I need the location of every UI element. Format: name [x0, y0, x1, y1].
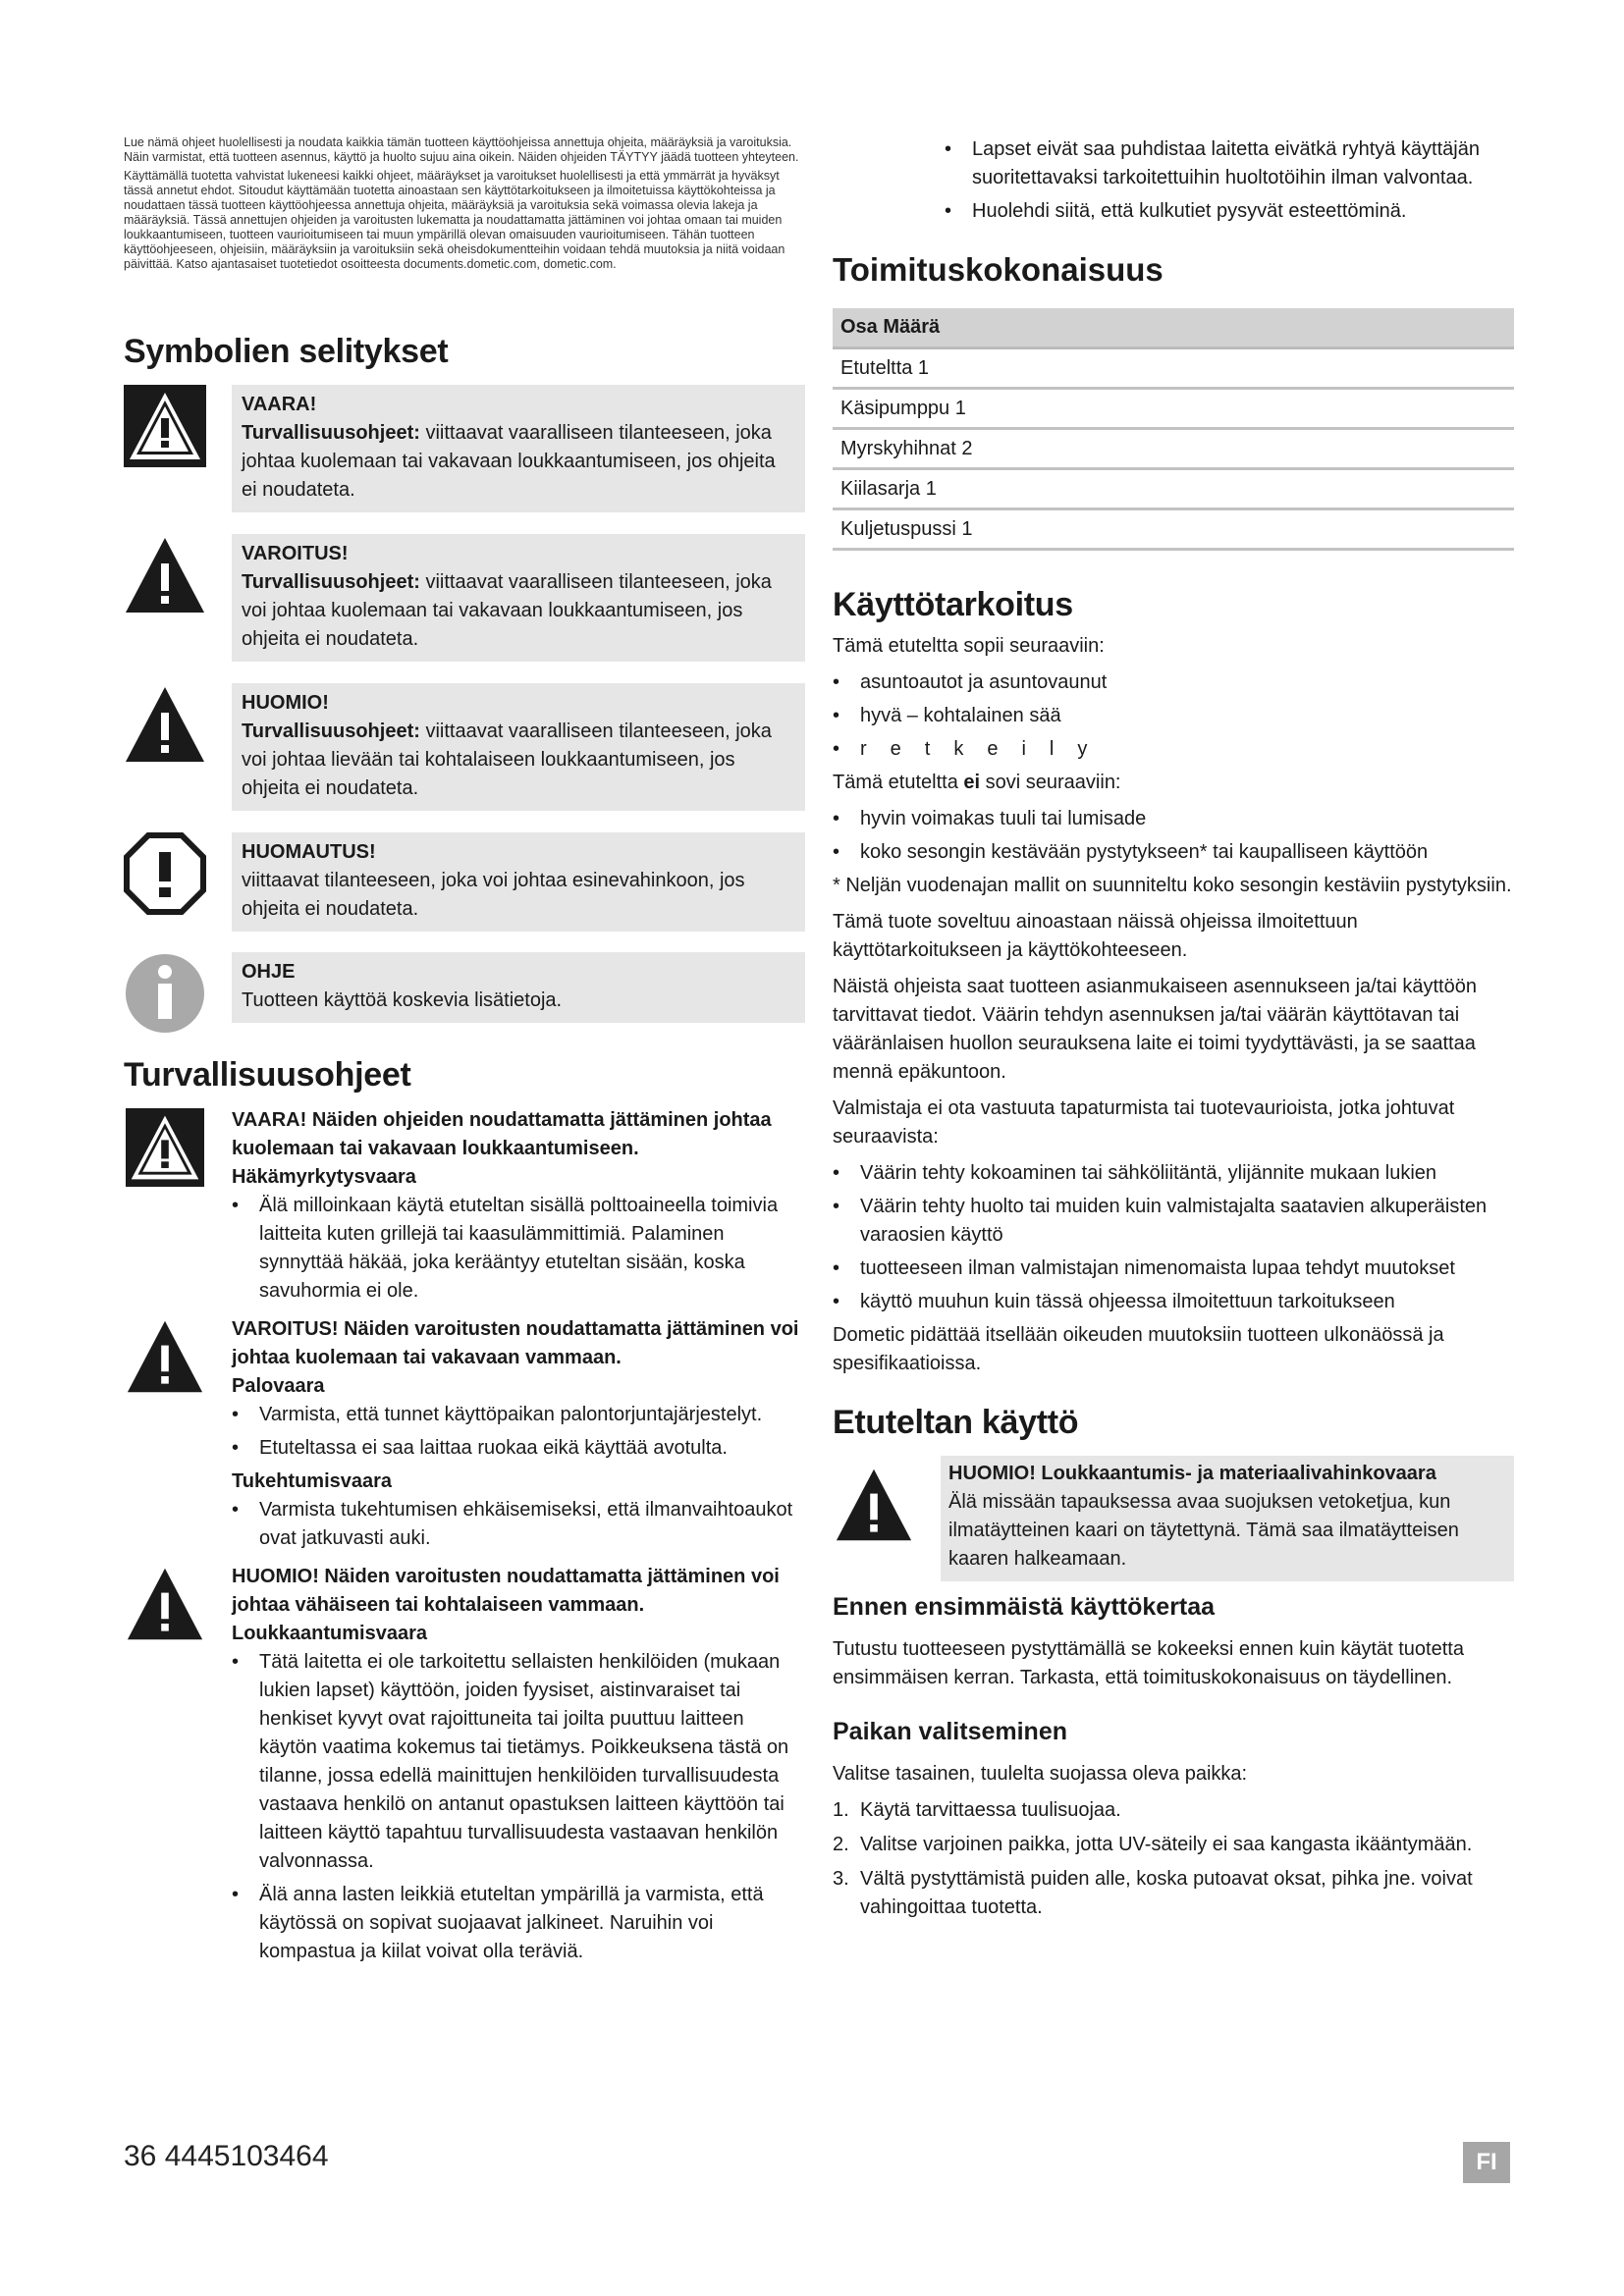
symbol-label: HUOMIO! [242, 692, 329, 714]
list-item: • käyttö muuhun kuin tässä ohjeessa ilmoitettuun tarkoitukseen [833, 1288, 1514, 1316]
table-cell: Myrskyhihnat 2 [833, 429, 1514, 469]
symbol-text: viittaavat vaaralliseen tilanteeseen, joka johtaa kuolemaan tai vakavaan loukkaantumiseen, jos ohjeita ei noudateta. [242, 422, 776, 501]
list-item [833, 1831, 1514, 1859]
safety-danger [124, 1106, 805, 1306]
usage-paragraph-1: Tämä tuote soveltuu ainoastaan näissä ohjeissa ilmoitettuun käyttötarkoitukseen ja käyttökohteeseen. [833, 911, 1358, 961]
first-use-title: Ennen ensimmäistä käyttökertaa [833, 1593, 1216, 1621]
list-item [833, 1796, 1514, 1825]
usage-paragraph-2: Näistä ohjeista saat tuotteen asianmukaiseen asennukseen ja/tai käyttöön tarvittavat tiedot. Väärin tehdyn asennuksen ja/tai väärän käyttötavan tai vääränlaisen huollon seurauksena laite ei toimi tyydyttävästi, ja se saattaa mennä epäkuntoon. [833, 976, 1477, 1083]
place-intro: Valitse tasainen, tuulelta suojassa oleva paikka: [833, 1763, 1248, 1785]
symbol-warning [124, 534, 805, 650]
danger-icon [124, 1108, 206, 1187]
list-item: • koko sesongin kestävään pystytykseen* tai kaupalliseen käyttöön [833, 838, 1514, 867]
list-item: • Väärin tehty huolto tai muiden kuin valmistajalta saatavien alkuperäisten varaosien käyttö [833, 1193, 1514, 1250]
notice-octagon-icon [124, 832, 206, 915]
operation-caution-heading: HUOMIO! Loukkaantumis- ja materiaalivahinkovaara [948, 1463, 1436, 1484]
usage-title: Käyttötarkoitus [833, 586, 1073, 623]
suitable-list [833, 668, 1514, 764]
safety-warning [124, 1315, 805, 1553]
symbol-notice [124, 832, 805, 920]
right-column [833, 135, 1514, 1928]
list-item: • hyvä – kohtalainen sää [833, 702, 1514, 730]
list-item: • Varmista tukehtumisen ehkäisemiseksi, että ilmanvaihtoaukot ovat jatkuvasti auki. [232, 1496, 805, 1553]
symbol-danger-box [232, 385, 805, 512]
usage-intro: Tämä etuteltta sopii seuraaviin: [833, 635, 1105, 657]
safety-title: Turvallisuusohjeet [124, 1056, 411, 1094]
list-item: • retkeily [833, 735, 1514, 764]
usage-paragraph-4: Dometic pidättää itsellään oikeuden muutoksiin tuotteen ulkonäössä ja spesifikaatioissa. [833, 1324, 1444, 1374]
list-item: • tuotteeseen ilman valmistajan nimenomaista lupaa tehdyt muutokset [833, 1255, 1514, 1283]
operation-caution [833, 1456, 1514, 1568]
symbol-notice-box [232, 832, 805, 932]
warning-icon [124, 534, 206, 616]
table-row [833, 509, 1514, 550]
list-item: • Varmista, että tunnet käyttöpaikan palontorjuntajärjestelyt. [232, 1401, 805, 1429]
intro-paragraph-1: Lue nämä ohjeet huolellisesti ja noudata kaikkia tämän tuotteen käyttöohjeissa annettuja ohjeita, määräyksiä ja varoituksia. Näin varmistat, että tuotteen asennus, käyttö ja huolto sujuu aina oikein. Näiden ohjeiden TÄYTYY jäädä tuotteen yhteyteen. [124, 135, 799, 164]
list-item: • Väärin tehty kokoaminen tai sähköliitäntä, ylijännite mukaan lukien [833, 1159, 1514, 1188]
left-column [124, 135, 805, 1976]
warning-heading: VAROITUS! Näiden varoitusten noudattamatta jättäminen voi johtaa kuolemaan tai vakavaan vammaan. [232, 1318, 799, 1368]
delivery-table-header: Osa Määrä [833, 308, 1514, 348]
delivery-title: Toimituskokonaisuus [833, 251, 1164, 288]
liability-list [833, 1159, 1514, 1316]
list-item: • Älä milloinkaan käytä etuteltan sisällä polttoaineella toimivia laitteita kuten grillejä tai kaasulämmittimiä. Palaminen synnyttää häkää, joka kerääntyy etuteltan sisään, koska savuhormia ei ole. [232, 1192, 805, 1306]
table-row [833, 389, 1514, 429]
symbol-caution-box [232, 683, 805, 811]
symbol-bold: Turvallisuusohjeet: [242, 721, 420, 742]
usage-footnote: * Neljän vuodenajan mallit on suunniteltu koko sesongin kestäviin pystytyksiin. [833, 875, 1512, 896]
warning-subheading-fire: Palovaara [232, 1375, 325, 1397]
symbol-info-box [232, 952, 805, 1023]
operation-caution-text: Älä missään tapauksessa avaa suojuksen vetoketjua, kun ilmatäytteinen kaari on täytettynä. Tämä saa ilmatäytteisen kaaren halkeamaan. [948, 1491, 1459, 1570]
list-item: • Tätä laitetta ei ole tarkoitettu sellaisten henkilöiden (mukaan lukien lapset) käyttöön, joiden fyysiset, aistinvaraiset tai henkiset kyvyt ovat rajoittuneita tai joilta puuttuu laitteen käytön vaatima kokemus tai tietämys. Poikkeuksena tästä on tilanne, jossa edellä mainittujen henkilöiden turvallisuudesta vastaava henkilö on antanut opastuksen laitteen käyttöön tai laitteen käyttö tapahtuu turvallisuudesta vastaavan henkilön valvonnassa. [232, 1648, 805, 1876]
children-list [945, 135, 1514, 226]
warning-icon [124, 1317, 206, 1396]
danger-heading: VAARA! Näiden ohjeiden noudattamatta jättäminen johtaa kuolemaan tai vakavaan loukkaantumiseen. [232, 1109, 772, 1159]
language-badge: FI [1463, 2142, 1510, 2183]
table-cell: Kuljetuspussi 1 [833, 509, 1514, 550]
emphasis: ei [963, 772, 981, 793]
symbols-title: Symbolien selitykset [124, 333, 449, 370]
warning-subheading-suffocation: Tukehtumisvaara [232, 1470, 393, 1492]
symbol-label: HUOMAUTUS! [242, 841, 376, 863]
symbol-bold: Turvallisuusohjeet: [242, 422, 420, 444]
text: sovi seuraaviin: [980, 772, 1121, 793]
step-number: 2. [833, 1834, 849, 1855]
symbol-label: OHJE [242, 961, 296, 983]
table-row [833, 469, 1514, 509]
caution-subheading: Loukkaantumisvaara [232, 1623, 427, 1644]
table-cell: Kiilasarja 1 [833, 469, 1514, 509]
list-item [833, 1865, 1514, 1922]
symbol-bold: Turvallisuusohjeet: [242, 571, 420, 593]
place-title: Paikan valitseminen [833, 1718, 1068, 1745]
caution-icon [124, 683, 206, 766]
intro-paragraph-2: Käyttämällä tuotetta vahvistat lukeneesi kaikki ohjeet, määräykset ja varoitukset huolellisesti ja että ymmärrät ja hyväksyt tässä annetut ehdot. Sitoudut käyttämään tuotetta ainoastaan sen käyttötarkoitukseen ja ilmoitetuissa käyttökohteissa ja noudattaen tässä tuotteen käyttöohjeessa annettuja ohjeita, määräyksiä ja varoituksia sekä voimassa olevia lakeja ja määräyksiä. Tässä annettujen ohjeiden ja varoitusten lukematta ja noudattamatta jättäminen voi johtaa omaan tai muiden loukkaantumiseen, tuotteen vaurioitumiseen tai muun ympärillä olevan omaisuuden vaurioitumiseen. Tähän tuotteen käyttöohjeeseen, ohjeisiin, määräyksiin ja varoituksiin sekä oheisdokumentteihin voidaan tehdä muutoksia ja niitä voidaan päivittää. Katso ajantasaiset tuotetiedot osoitteesta documents.dometic.com, dometic.com. [124, 169, 785, 271]
symbol-label: VAROITUS! [242, 543, 349, 564]
suffocation-list [232, 1496, 805, 1553]
delivery-table [833, 308, 1514, 551]
list-item: • Etuteltassa ei saa laittaa ruokaa eikä käyttää avotulta. [232, 1434, 805, 1463]
unsuitable-list [833, 805, 1514, 867]
symbol-text: Tuotteen käyttöä koskevia lisätietoja. [242, 989, 563, 1011]
caution-list [232, 1648, 805, 1966]
step-number: 3. [833, 1868, 849, 1890]
symbol-text: viittaavat vaaralliseen tilanteeseen, joka voi johtaa kuolemaan tai vakavaan loukkaantumiseen, jos ohjeita ei noudateta. [242, 571, 772, 650]
operation-title: Etuteltan käyttö [833, 1404, 1079, 1441]
list-item: • Lapset eivät saa puhdistaa laitetta eivätkä ryhtyä käyttäjän suoritettavaksi tarkoitettuihin huoltotöihin ilman valvontaa. [945, 135, 1514, 192]
danger-icon [124, 385, 206, 467]
list-item: • hyvin voimakas tuuli tai lumisade [833, 805, 1514, 833]
symbol-caution [124, 683, 805, 799]
text: Tämä etuteltta [833, 772, 964, 793]
step-text: Käytä tarvittaessa tuulisuojaa. [860, 1799, 1121, 1821]
symbol-info [124, 952, 805, 1035]
usage-not-suitable-intro [833, 769, 1514, 797]
first-use-text: Tutustu tuotteeseen pystyttämällä se kokeeksi ennen kuin käytät tuotetta ensimmäisen kerran. Tarkasta, että toimituskokonaisuus on täydellinen. [833, 1638, 1464, 1688]
list-item: • Huolehdi siitä, että kulkutiet pysyvät esteettöminä. [945, 197, 1514, 226]
operation-caution-box [941, 1456, 1514, 1581]
safety-caution [124, 1563, 805, 1966]
caution-icon [124, 1565, 206, 1643]
symbol-text: viittaavat vaaralliseen tilanteeseen, joka voi johtaa lievään tai kohtalaiseen loukkaantumiseen, jos ohjeita ei noudateta. [242, 721, 772, 799]
list-item: • asuntoautot ja asuntovaunut [833, 668, 1514, 697]
table-row [833, 429, 1514, 469]
place-steps [833, 1796, 1514, 1922]
danger-subheading: Häkämyrkytysvaara [232, 1166, 416, 1188]
danger-list [232, 1192, 805, 1306]
info-icon [124, 952, 206, 1035]
symbol-danger [124, 385, 805, 501]
step-text: Valitse varjoinen paikka, jotta UV-säteily ei saa kangasta ikääntymään. [860, 1834, 1473, 1855]
symbol-text: viittaavat tilanteeseen, joka voi johtaa esinevahinkoon, jos ohjeita ei noudateta. [242, 870, 745, 920]
symbol-warning-box [232, 534, 805, 662]
caution-heading: HUOMIO! Näiden varoitusten noudattamatta jättäminen voi johtaa vähäiseen tai kohtalaiseen vammaan. [232, 1566, 780, 1616]
step-number: 1. [833, 1799, 849, 1821]
table-cell: Etuteltta 1 [833, 348, 1514, 389]
list-item: • Älä anna lasten leikkiä etuteltan ympärillä ja varmista, että käytössä on sopivat suojaavat jalkineet. Naruihin voi kompastua ja kiilat voivat olla teräviä. [232, 1881, 805, 1966]
fire-list [232, 1401, 805, 1463]
usage-paragraph-3: Valmistaja ei ota vastuuta tapaturmista tai tuotevaurioista, jotka johtuvat seuraavista: [833, 1097, 1455, 1148]
intro-text [124, 135, 805, 272]
table-row [833, 348, 1514, 389]
table-cell: Käsipumppu 1 [833, 389, 1514, 429]
symbol-label: VAARA! [242, 394, 317, 415]
caution-icon [833, 1466, 915, 1544]
page-number: 36 4445103464 [124, 2140, 329, 2172]
step-text: Vältä pystyttämistä puiden alle, koska putoavat oksat, pihka jne. voivat vahingoittaa tuotetta. [860, 1868, 1473, 1918]
